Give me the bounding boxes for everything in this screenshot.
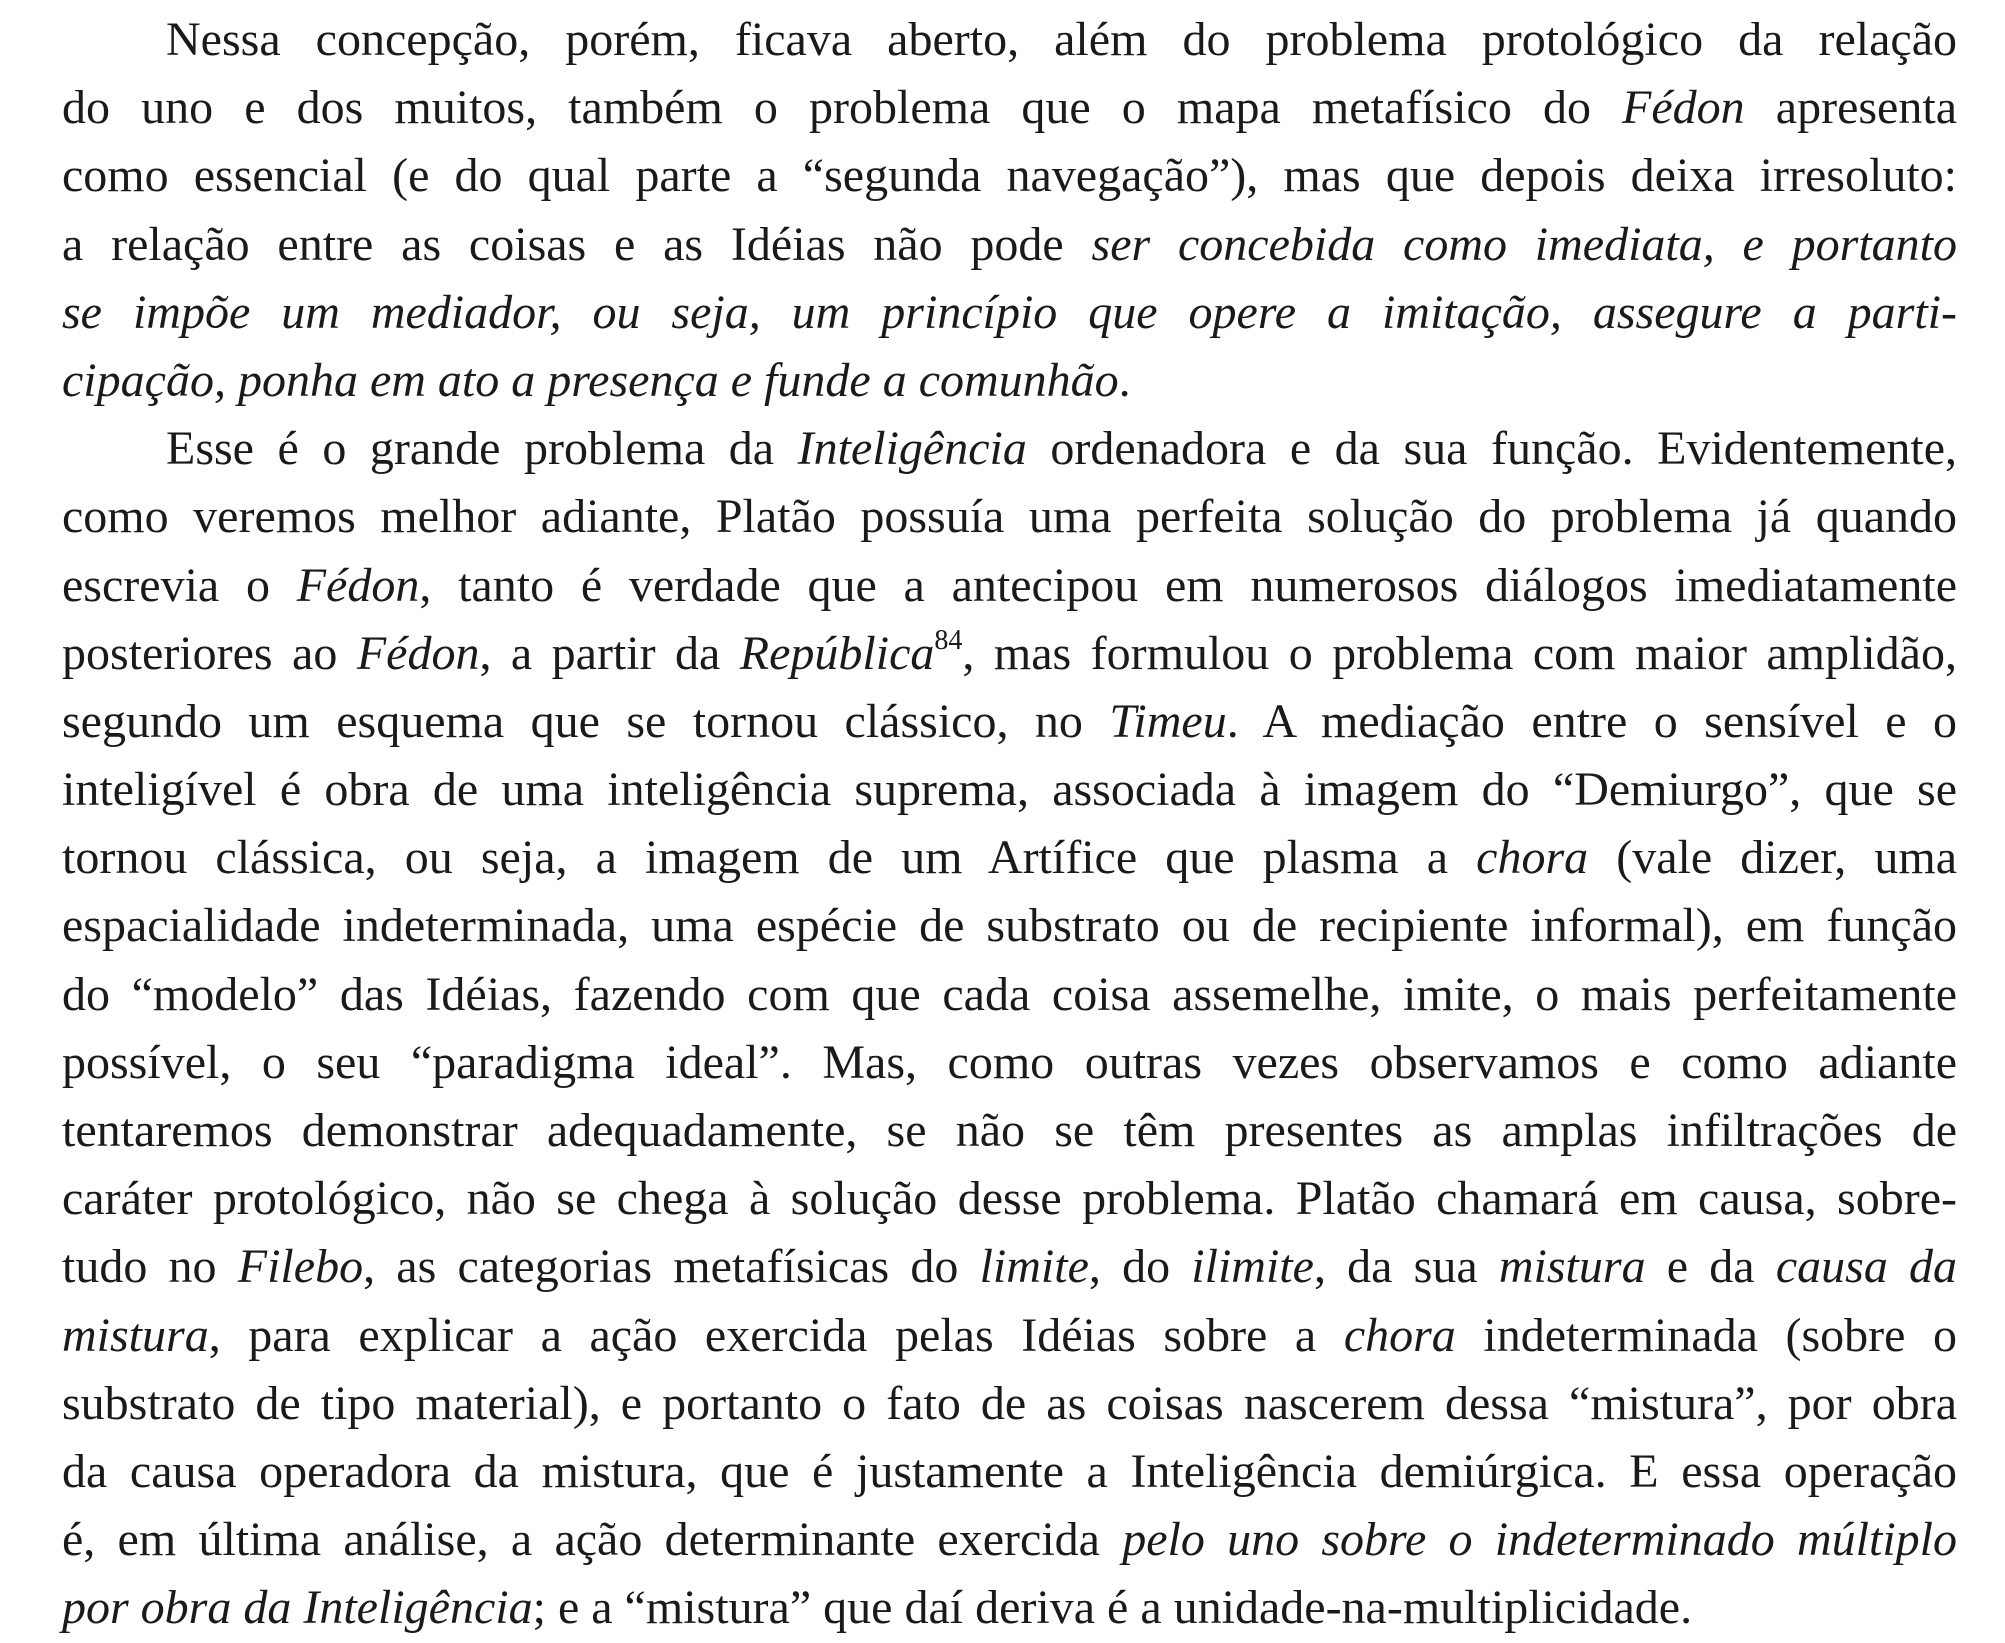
italic-text: limite [979, 1240, 1089, 1294]
text-line [62, 620, 1957, 688]
text-line [62, 347, 1957, 415]
text-run: a relação entre as coisas e as Idéias não pode [62, 217, 1092, 271]
italic-text: cipação, ponha em ato a presença e funde a comunhão [62, 353, 1119, 407]
text-run: possível, o seu “paradigma ideal”. Mas, como outras vezes observamos e como adiante [62, 1035, 1957, 1089]
text-run: posteriores ao [62, 626, 357, 680]
text-line [62, 1370, 1957, 1438]
text-run: tornou clássica, ou seja, a imagem de um Artífice que plasma a [62, 831, 1477, 885]
text-line [62, 1506, 1957, 1574]
text-run: . [1118, 353, 1131, 407]
italic-text: por obra da Inteligência [62, 1581, 533, 1635]
text-run: escrevia o [62, 558, 297, 612]
text-run: caráter protológico, não se chega à solução desse problema. Platão chamará em causa, sobre- [62, 1172, 1957, 1226]
italic-text: Filebo [237, 1240, 364, 1294]
text-run: , do [1088, 1240, 1192, 1294]
text-line [62, 1029, 1957, 1097]
text-run: do uno e dos muitos, também o problema que o mapa metafísico do [62, 81, 1623, 135]
text-line [62, 1438, 1957, 1506]
text-run: substrato de tipo material), e portanto o fato de as coisas nascerem dessa “mistura”, por obra [62, 1376, 1957, 1430]
footnote-reference: 84 [934, 624, 963, 656]
text-run: tudo no [62, 1240, 238, 1294]
text-line [62, 552, 1957, 620]
text-run: , as categorias metafísicas do [363, 1240, 980, 1294]
text-run: da causa operadora da mistura, que é justamente a Inteligência demiúrgica. E essa operação [62, 1444, 1957, 1498]
text-line [62, 415, 1957, 483]
text-run: espacialidade indeterminada, uma espécie de substrato ou de recipiente informal), em função [62, 899, 1957, 953]
text-line [62, 688, 1957, 756]
italic-text: ser concebida como imediata, e portanto [1091, 217, 1957, 271]
text-run: apresenta [1744, 81, 1957, 135]
text-run: Esse é o grande problema da [166, 422, 798, 476]
text-line [62, 279, 1957, 347]
text-line [62, 142, 1957, 210]
book-page-text [62, 6, 1957, 1643]
text-run: tentaremos demonstrar adequadamente, se não se têm presentes as amplas infiltrações de [62, 1104, 1957, 1157]
text-run: inteligível é obra de uma inteligência suprema, associada à imagem do “Demiurgo”, que se [62, 763, 1957, 817]
text-run: do “modelo” das Idéias, fazendo com que cada coisa assemelhe, imite, o mais perfeitamente [62, 967, 1957, 1021]
italic-text: chora [1343, 1308, 1456, 1362]
italic-text: mistura [1498, 1240, 1646, 1294]
italic-text: República [739, 626, 935, 680]
text-run: como veremos melhor adiante, Platão possuía uma perfeita solução do problema já quando [62, 490, 1957, 544]
text-run: (vale dizer, uma [1588, 831, 1958, 885]
text-run: como essencial (e do qual parte a “segunda navegação”), mas que depois deixa irresoluto: [62, 149, 1957, 203]
text-line [62, 1233, 1957, 1301]
italic-text: mistura [62, 1308, 209, 1362]
text-run: e da [1645, 1240, 1776, 1294]
italic-text: causa da [1775, 1240, 1958, 1294]
text-line [62, 1574, 1957, 1642]
italic-text: Fédon [356, 626, 480, 680]
italic-text: Fédon [1622, 81, 1745, 135]
text-line [62, 483, 1957, 551]
text-run: ordenadora e da sua função. Evidentemente, [1026, 422, 1957, 476]
text-line [62, 824, 1957, 892]
italic-text: ilimite [1191, 1240, 1314, 1294]
text-run: , da sua [1313, 1240, 1499, 1294]
text-line [62, 892, 1957, 960]
text-run: é, em última análise, a ação determinante exercida [62, 1513, 1123, 1567]
paragraph-1 [62, 6, 1957, 415]
text-line [62, 1165, 1957, 1233]
italic-text: Timeu [1109, 694, 1227, 748]
text-run: ; e a “mistura” que daí deriva é a unidade-na-multiplicidade. [532, 1581, 1693, 1635]
text-run: segundo um esquema que se tornou clássico, no [62, 694, 1110, 748]
text-run: , tanto é verdade que a antecipou em numerosos diálogos imediatamente [419, 558, 1957, 612]
text-line [62, 756, 1957, 824]
text-line [62, 1302, 1957, 1370]
text-run: , para explicar a ação exercida pelas Idéias sobre a [208, 1308, 1344, 1362]
italic-text: Inteligência [797, 422, 1027, 476]
italic-text: se impõe um mediador, ou seja, um princípio que opere a imitação, assegure a parti- [62, 285, 1957, 339]
text-line [62, 961, 1957, 1029]
text-line [62, 74, 1957, 142]
text-run: , mas formulou o problema com maior amplidão, [962, 626, 1957, 680]
italic-text: chora [1476, 831, 1589, 885]
text-line [62, 211, 1957, 279]
text-run: indeterminada (sobre o [1455, 1308, 1957, 1362]
text-run: . A mediação entre o sensível e o [1226, 694, 1957, 748]
italic-text: pelo uno sobre o indeterminado múltiplo [1122, 1513, 1957, 1567]
text-line [62, 6, 1957, 74]
text-run: , a partir da [479, 626, 740, 680]
paragraph-2 [62, 415, 1957, 1642]
italic-text: Fédon [296, 558, 420, 612]
text-run: Nessa concepção, porém, ficava aberto, além do problema protológico da relação [166, 13, 1957, 66]
text-line [62, 1097, 1957, 1165]
